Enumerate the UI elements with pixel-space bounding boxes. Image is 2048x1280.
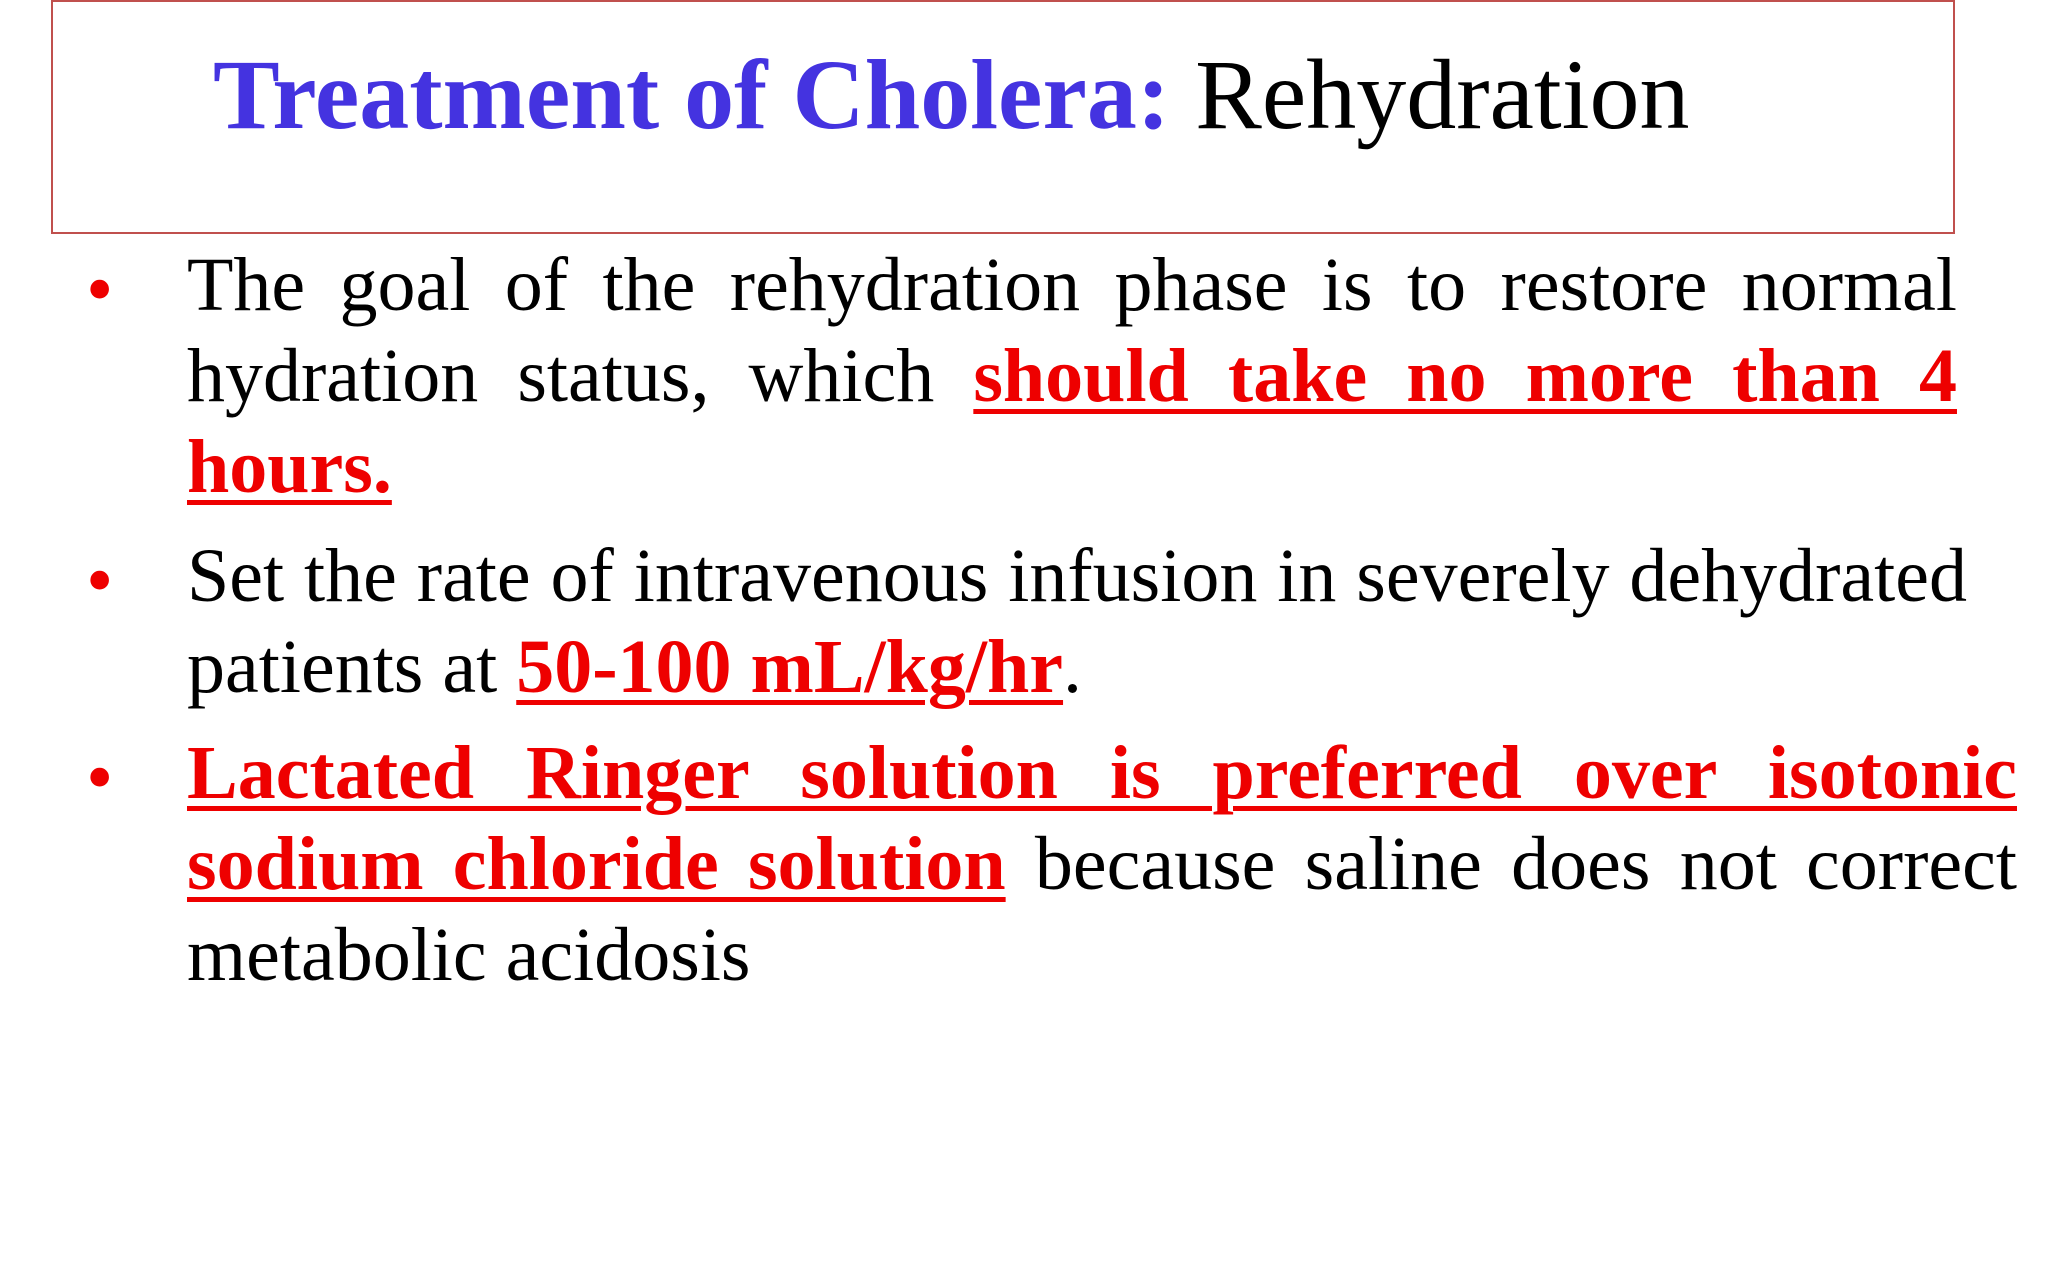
bullet-icon: • — [86, 536, 114, 623]
bullet-2-post: . — [1063, 625, 1083, 709]
bullet-icon: • — [86, 733, 114, 820]
bullet-3-highlight: Lactated Ringer solution is preferred over isotonic sodium chloride solution — [187, 731, 2017, 906]
bullet-1-text: The goal of the rehydration phase is to restore normal hydration status, which — [187, 243, 1957, 418]
bullet-3-post: because saline does not correct metabolic acidosis — [187, 822, 2017, 997]
bullet-icon: • — [86, 245, 114, 332]
bullet-item-1 — [187, 240, 1957, 513]
bullet-2-text: Set the rate of intravenous infusion in severely dehydrated patients at — [187, 534, 1967, 709]
title-main: Treatment of Cholera: — [213, 39, 1171, 150]
bullet-2-highlight: 50-100 mL/kg/hr — [516, 625, 1064, 709]
bullet-1-highlight: should take no more than 4 hours. — [187, 334, 1957, 509]
title-subtitle: Rehydration — [1195, 39, 1690, 150]
bullet-item-3 — [187, 728, 2017, 1001]
bullet-item-2 — [187, 531, 1967, 713]
